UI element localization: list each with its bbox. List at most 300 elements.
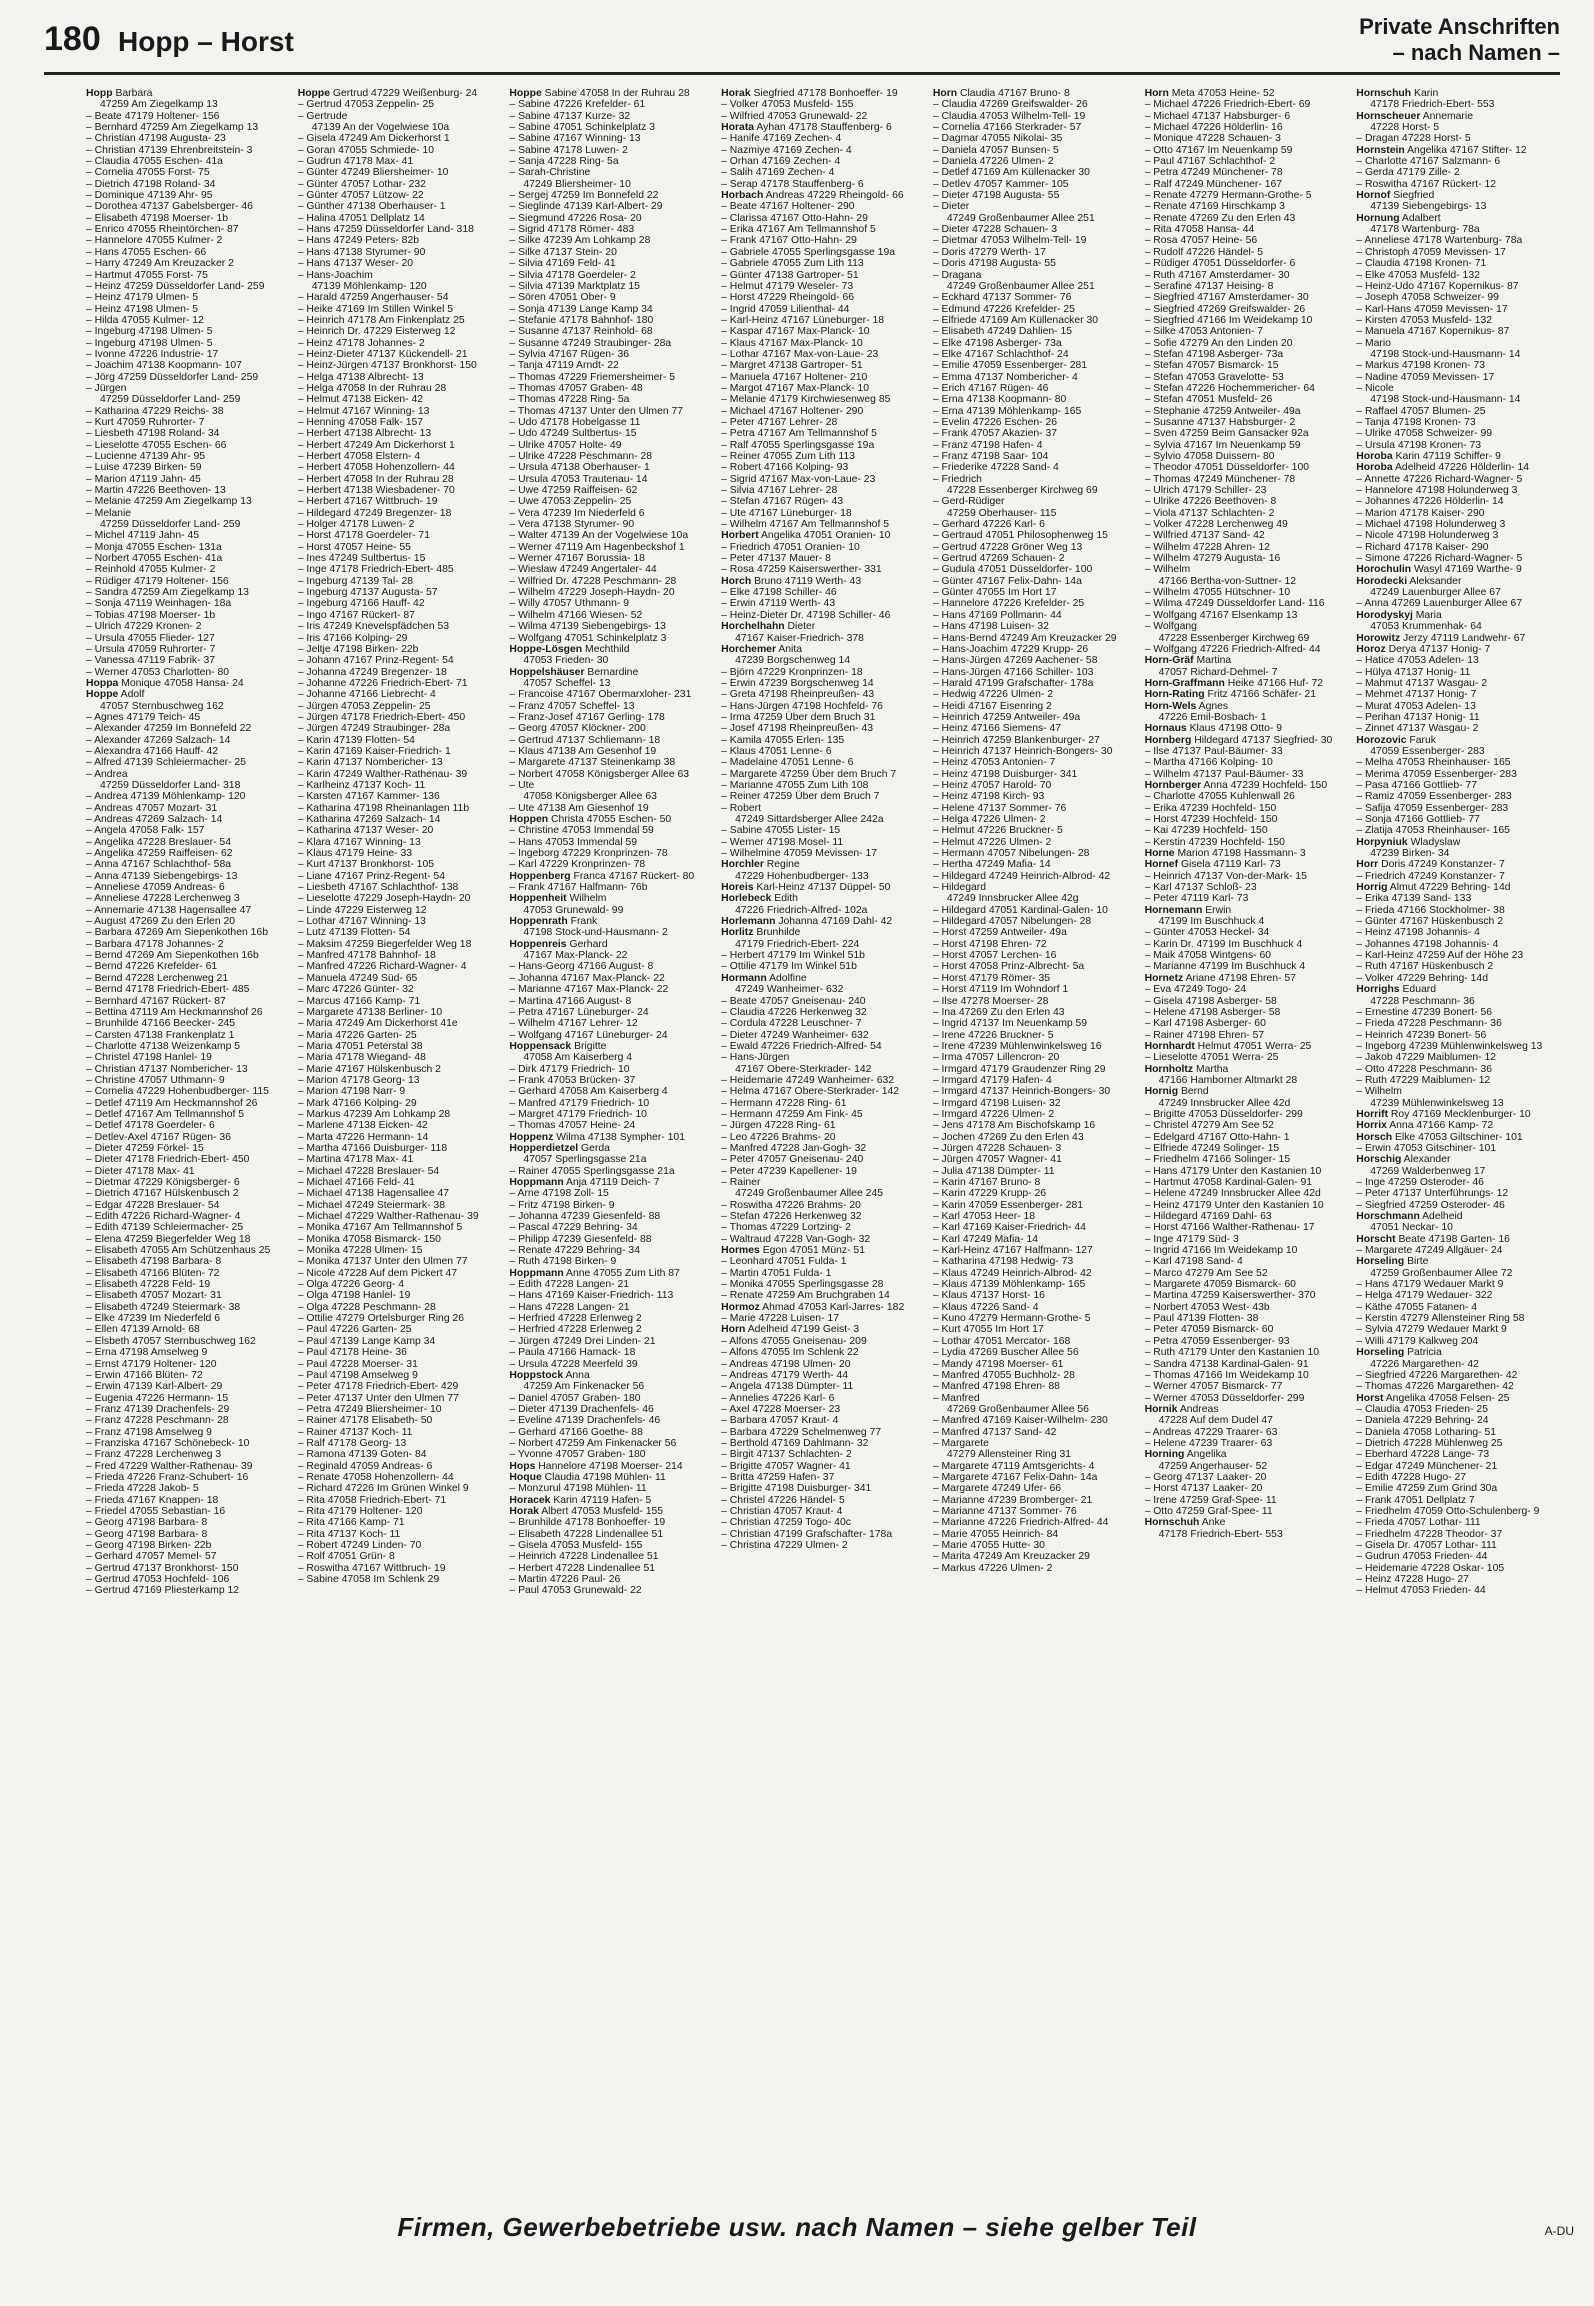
directory-entry (1145, 1483, 1351, 1494)
directory-entry (509, 1166, 715, 1177)
entry-text: – Siegfried 47269 Greifswalder- 26 (1144, 303, 1306, 315)
entry-text: – Hans 47228 Langen- 21 (509, 1301, 630, 1313)
directory-entry (298, 1222, 504, 1233)
entry-text: Angelika 47167 Stifter- 12 (1407, 144, 1527, 156)
entry-text: – Udo 47178 Hobelgasse 11 (509, 416, 641, 428)
entry-text: – Thomas 47137 Unter den Ulmen 77 (509, 405, 684, 417)
entry-text: – Wilhelm 47167 Lehrer- 12 (509, 1018, 638, 1030)
directory-entry (509, 1336, 715, 1347)
directory-entry (86, 1393, 292, 1404)
entry-surname: Hoppa (86, 677, 119, 689)
directory-entry (1356, 564, 1562, 575)
directory-entry (1145, 1256, 1351, 1267)
directory-entry (721, 1279, 927, 1290)
entry-text: – Kerstin 47279 Allensteiner Ring 58 (1356, 1313, 1525, 1325)
directory-entry (298, 950, 504, 961)
directory-entry (721, 1143, 927, 1154)
entry-text: – Dietmar 47229 Königsberger- 6 (86, 1177, 240, 1188)
directory-entry (298, 1290, 504, 1301)
directory-entry (1356, 1517, 1562, 1528)
entry-text: – Irma 47259 Über dem Bruch 31 (721, 711, 876, 723)
directory-entry (721, 474, 927, 485)
entry-text: – August 47269 Zu den Erlen 20 (86, 916, 236, 928)
entry-text: – Marie 47055 Heinrich- 84 (932, 1528, 1059, 1540)
entry-text: – Manfred (932, 1392, 980, 1404)
entry-text: – Dieter 47249 Wanheimer- 632 (721, 1029, 869, 1041)
entry-text: Wladyslaw (1410, 836, 1461, 848)
directory-entry (509, 462, 715, 473)
directory-entry (298, 973, 504, 984)
entry-surname: Horacek (509, 1494, 551, 1506)
directory-entry (1356, 1359, 1562, 1370)
entry-text: – Jürgen 47228 Schauen- 3 (932, 1142, 1062, 1154)
entry-text: – Brunhilde 47166 Beecker- 245 (86, 1018, 236, 1030)
entry-text: – Otto 47167 Im Neuenkamp 59 (1144, 144, 1293, 156)
directory-entry (1145, 1472, 1351, 1483)
entry-text: – Dieter 47259 Förkel- 15 (86, 1142, 204, 1154)
directory-entry (1356, 825, 1562, 836)
directory-entry (1356, 1188, 1562, 1199)
entry-text: – Dieter 47178 Max- 41 (86, 1165, 195, 1177)
entry-text: – Erna 47138 Koopmann- 80 (932, 394, 1067, 406)
entry-text: – Lieselotte 47055 Eschen- 66 (86, 439, 227, 451)
directory-entry (1356, 689, 1562, 700)
entry-text: – Gerhard 47058 Am Kaiserberg 4 (509, 1086, 668, 1098)
entry-text: – Britta 47259 Hafen- 37 (721, 1471, 835, 1483)
entry-text: – Elisabeth 47055 Am Schützenhaus 25 (86, 1245, 271, 1257)
entry-text: – Katharina 47229 Reichs- 38 (86, 405, 224, 417)
directory-entry (933, 406, 1139, 417)
entry-text: Andreas 47229 Rheingold- 66 (765, 190, 904, 202)
directory-entry (1145, 893, 1351, 904)
entry-text: 47058 Am Kaiserberg 4 (523, 1052, 633, 1064)
entry-text: – Reinhold 47055 Kulmer- 2 (86, 564, 216, 576)
entry-text: – Paula 47166 Hamack- 18 (509, 1347, 636, 1359)
directory-entry (933, 893, 1139, 904)
directory-entry (1356, 859, 1562, 870)
entry-text: – Wilfried 47053 Grunewald- 22 (721, 110, 868, 122)
directory-entry (298, 99, 504, 110)
entry-text: Martina (1196, 655, 1232, 667)
directory-entry (298, 508, 504, 519)
entry-text: – Willi 47179 Kalkweg 204 (1356, 1335, 1479, 1347)
directory-entry (298, 1030, 504, 1041)
directory-entry (721, 304, 927, 315)
directory-entry (509, 1041, 715, 1052)
directory-entry (1145, 882, 1351, 893)
directory-entry (86, 825, 292, 836)
directory-entry (721, 598, 927, 609)
entry-text: – Liesbeth 47198 Roland- 34 (86, 428, 220, 440)
directory-entry (298, 485, 504, 496)
entry-text: – Georg 47198 Barbara- 8 (86, 1517, 208, 1529)
directory-entry (509, 1245, 715, 1256)
entry-text: – Lothar 47167 Max-von-Laue- 23 (721, 348, 879, 360)
entry-text: – Hans 47138 Styrumer- 90 (297, 246, 426, 258)
entry-text: – Irmgard 47137 Heinrich-Bongers- 30 (932, 1086, 1111, 1098)
entry-text: – Peter 47137 Unter den Ulmen 77 (297, 1392, 459, 1404)
entry-text: – Elke 47167 Schlachthof- 24 (932, 348, 1069, 360)
directory-entry (933, 961, 1139, 972)
entry-text: – Günther 47138 Oberhauser- 1 (297, 201, 446, 213)
entry-text: – Herbert 47138 Albrecht- 13 (297, 428, 432, 440)
directory-entry (1356, 848, 1562, 859)
entry-text: – Andreas 47269 Salzach- 14 (86, 814, 223, 825)
directory-entry (86, 723, 292, 734)
directory-entry (1145, 111, 1351, 122)
directory-entry (509, 587, 715, 598)
header-rule (44, 72, 1560, 75)
directory-entry (1356, 485, 1562, 496)
directory-entry (933, 1415, 1139, 1426)
entry-text: – Rosa 47057 Heine- 56 (1144, 235, 1258, 247)
directory-entry (933, 1075, 1139, 1086)
entry-text: – Viola 47137 Schlachten- 2 (1144, 507, 1275, 519)
entry-text: 47249 Großenbaumer Allee 251 (946, 280, 1095, 292)
directory-entry (298, 417, 504, 428)
directory-entry (509, 496, 715, 507)
directory-entry (1356, 542, 1562, 553)
entry-text: – Yvonne 47057 Graben- 180 (509, 1449, 646, 1461)
entry-text: Anna 47239 Hochfeld- 150 (1203, 779, 1328, 791)
directory-entry (298, 133, 504, 144)
entry-text: – Franz 47139 Drachenfels- 29 (86, 1403, 230, 1415)
entry-surname: Horn-Wels (1144, 700, 1197, 712)
entry-text: 47178 Wartenburg- 78a (1370, 224, 1480, 236)
directory-entry (1356, 201, 1562, 212)
directory-entry (721, 167, 927, 178)
directory-entry (1145, 814, 1351, 825)
entry-text: – Karin 47169 Kaiser-Friedrich- 1 (297, 745, 451, 757)
entry-text: – Eckhard 47137 Sommer- 76 (932, 292, 1072, 304)
directory-entry (1356, 553, 1562, 564)
entry-text: – Werner 47198 Mosel- 11 (721, 836, 844, 848)
directory-entry (1356, 417, 1562, 428)
entry-text: – Thomas 47229 Lortzing- 2 (721, 1222, 851, 1234)
footer-note: Firmen, Gewerbebetriebe usw. nach Namen – siehe gelber Teil (397, 2212, 1197, 2242)
entry-text: – Sven 47259 Beim Gansacker 92a (1144, 428, 1309, 440)
entry-text: 47228 Peschmann- 36 (1370, 995, 1475, 1007)
entry-text: – Dietrich 47167 Hülskenbusch 2 (86, 1188, 239, 1200)
entry-surname: Hoppmann (509, 1267, 564, 1279)
entry-text: – Klaus 47051 Lenne- 6 (721, 745, 832, 757)
directory-entry (298, 394, 504, 405)
directory-entry (1356, 326, 1562, 337)
entry-text: – Christian 47057 Kraut- 4 (721, 1505, 843, 1517)
directory-entry (721, 99, 927, 110)
entry-text: – Arne 47198 Zoll- 15 (509, 1188, 609, 1200)
entry-text: Gisela 47119 Karl- 73 (1180, 859, 1281, 871)
entry-surname: Horak (721, 88, 751, 99)
entry-text: – Heinz 47198 Duisburger- 341 (932, 768, 1078, 780)
directory-entry (1145, 156, 1351, 167)
entry-text: – Luise 47239 Birken- 59 (86, 462, 202, 474)
entry-text: – Dorothea 47137 Gabelsberger- 46 (86, 201, 253, 213)
directory-entry (86, 224, 292, 235)
entry-text: – Hans-Jürgen 47269 Aachener- 58 (932, 655, 1098, 667)
entry-text: – Barbara 47229 Schelmenweg 77 (721, 1426, 882, 1438)
entry-text: – Lieselotte 47229 Joseph-Haydn- 20 (297, 893, 471, 905)
directory-entry (86, 179, 292, 190)
entry-text: – Volker 47228 Lerchenweg 49 (1144, 519, 1288, 531)
entry-text: – Sylvia 47167 Im Neuenkamp 59 (1144, 439, 1301, 451)
entry-text: – Joseph 47058 Schweizer- 99 (1356, 292, 1499, 304)
entry-text: – Zinnet 47137 Wasgau- 2 (1356, 723, 1479, 735)
directory-entry (1356, 621, 1562, 632)
entry-text: – Gabriele 47055 Sperlingsgasse 19a (721, 246, 896, 258)
directory-entry (721, 871, 927, 882)
entry-surname: Horne (1144, 848, 1175, 860)
directory-entry (1356, 1279, 1562, 1290)
entry-text: – Karin 47137 Nombericher- 13 (297, 757, 443, 769)
entry-text: – Josef 47198 Rheinpreußen- 43 (721, 723, 874, 735)
entry-text: – Ernestine 47239 Bonert- 56 (1356, 1006, 1493, 1018)
directory-entry (721, 564, 927, 575)
directory-entry (298, 598, 504, 609)
entry-text: – Heinz 47166 Siemens- 47 (932, 723, 1062, 735)
entry-text: – Silvia 47169 Feld- 41 (509, 258, 616, 270)
directory-entry (509, 825, 715, 836)
entry-text: – Rita 47058 Friedrich-Ebert- 71 (297, 1494, 447, 1506)
directory-entry (721, 496, 927, 507)
directory-entry (721, 757, 927, 768)
entry-text: – Gertrud 47137 Bronkhorst- 150 (86, 1562, 239, 1574)
directory-entry (933, 882, 1139, 893)
directory-entry (721, 1438, 927, 1449)
entry-text: – Erna 47198 Amselweg 9 (86, 1347, 208, 1359)
directory-entry (509, 485, 715, 496)
entry-text: – Hildegard 47169 Dahl- 63 (1144, 1211, 1272, 1223)
directory-entry (933, 440, 1139, 451)
directory-entry (1356, 587, 1562, 598)
entry-text: – Elfriede 47249 Solinger- 15 (1144, 1142, 1280, 1154)
directory-entry (1145, 1268, 1351, 1279)
entry-surname: Hornberger (1144, 779, 1202, 791)
entry-text: – Günter 47167 Hüskenbusch 2 (1356, 916, 1504, 928)
entry-text: – Martin 47226 Beethoven- 13 (86, 485, 226, 497)
directory-entry (1145, 1222, 1351, 1233)
entry-text: – Hans 47179 Wedauer Markt 9 (1356, 1279, 1504, 1291)
entry-text: – Heinz 47228 Hugo- 27 (1356, 1574, 1469, 1586)
entry-text: – Michael 47198 Holunderweg 3 (1356, 519, 1506, 531)
directory-entry (1356, 939, 1562, 950)
entry-text: – Elisabeth 47198 Moerser- 1b (86, 212, 229, 224)
entry-text: – Elke 47198 Schiller- 46 (721, 587, 837, 599)
entry-text: – Kurt 47055 Im Hort 17 (932, 1324, 1044, 1336)
entry-text: – Christel 47226 Händel- 5 (721, 1494, 845, 1506)
directory-entry (509, 530, 715, 541)
entry-text: – Georg 47057 Klöckner- 200 (509, 723, 646, 735)
directory-entry (298, 791, 504, 802)
directory-entry (1145, 961, 1351, 972)
directory-entry (721, 530, 927, 541)
entry-text: 47057 Sternbuschweg 162 (100, 700, 224, 712)
directory-entry (1356, 1551, 1562, 1562)
entry-text: – Eveline 47139 Drachenfels- 46 (509, 1415, 661, 1427)
entry-text: – Norbert 47058 Königsberger Allee 63 (509, 768, 690, 780)
entry-text: – Petra 47059 Essenberger- 93 (1144, 1335, 1290, 1347)
entry-text: – Rainer 47137 Koch- 11 (297, 1426, 413, 1438)
directory-entry (509, 1427, 715, 1438)
entry-text: – Jochen 47269 Zu den Erlen 43 (932, 1131, 1084, 1143)
directory-entry (721, 383, 927, 394)
directory-entry (721, 1359, 927, 1370)
entry-text: – Gertrud 47053 Zeppelin- 25 (297, 99, 435, 111)
directory-entry (509, 1404, 715, 1415)
directory-entry (1356, 950, 1562, 961)
directory-entry (933, 848, 1139, 859)
entry-text: – Elisabeth 47057 Mozart- 31 (86, 1290, 222, 1302)
directory-entry (1356, 1086, 1562, 1097)
directory-entry (509, 1211, 715, 1222)
directory-entry (86, 1483, 292, 1494)
entry-text: – Erna 47139 Möhlenkamp- 165 (932, 405, 1082, 417)
entry-text: – Hannelore 47055 Kulmer- 2 (86, 235, 223, 247)
directory-entry (1356, 905, 1562, 916)
entry-text: – Siegfried 47226 Margarethen- 42 (1356, 1369, 1518, 1381)
directory-column-1 (86, 88, 292, 2200)
directory-entry (933, 201, 1139, 212)
directory-entry (86, 769, 292, 780)
entry-text: – Manfred 47137 Sand- 42 (932, 1426, 1057, 1438)
directory-column-4 (721, 88, 927, 2200)
directory-entry (721, 1336, 927, 1347)
entry-text: – Melha 47053 Rheinhauser- 165 (1356, 757, 1511, 769)
entry-text: – Marion 47178 Kaiser- 290 (1356, 507, 1485, 519)
directory-entry (1356, 247, 1562, 258)
entry-text: – Jürgen 47178 Friedrich-Ebert- 450 (297, 711, 466, 723)
directory-entry (1145, 406, 1351, 417)
entry-text: Ahmad 47053 Karl-Jarres- 182 (762, 1301, 905, 1313)
directory-entry (1145, 99, 1351, 110)
directory-entry (721, 519, 927, 530)
entry-text: – Gisela Dr. 47057 Lothar- 111 (1356, 1540, 1497, 1551)
entry-text: – Maria 47226 Garten- 25 (297, 1029, 417, 1041)
entry-text: – Sandra 47138 Kardinal-Galen- 91 (1144, 1358, 1309, 1370)
entry-text: – Norbert 47055 Eschen- 41a (86, 553, 223, 565)
entry-text: – Wilma 47249 Düsseldorfer Land- 116 (1144, 598, 1325, 610)
entry-text: – Margarete 47138 Berliner- 10 (297, 1006, 443, 1018)
entry-surname: Horpyniuk (1356, 836, 1408, 848)
entry-text: – Dietrich 47228 Mühlenweg 25 (1356, 1437, 1503, 1449)
directory-entry (298, 712, 504, 723)
directory-entry (86, 1347, 292, 1358)
directory-entry (509, 1188, 715, 1199)
directory-entry (298, 746, 504, 757)
directory-entry (721, 973, 927, 984)
entry-text: – Lothar 47051 Mercator- 168 (932, 1335, 1071, 1347)
entry-text: – Sabine 47051 Schinkelplatz 3 (509, 122, 655, 134)
directory-entry (509, 508, 715, 519)
directory-entry (1145, 292, 1351, 303)
entry-text: – Stefan 47198 Asberger- 73a (1144, 348, 1284, 360)
directory-entry (1356, 1098, 1562, 1109)
directory-entry (298, 474, 504, 485)
directory-entry (1356, 270, 1562, 281)
entry-text: – Friedhelm 47228 Theodor- 37 (1356, 1528, 1503, 1540)
directory-entry (933, 927, 1139, 938)
entry-text: – Paul 47226 Garten- 25 (297, 1324, 412, 1336)
directory-entry (721, 270, 927, 281)
directory-entry (1145, 338, 1351, 349)
entry-text: 47167 Obere-Sterkrader- 142 (735, 1063, 872, 1075)
directory-entry (721, 1256, 927, 1267)
entry-text: – Monique 47228 Schauen- 3 (1144, 133, 1281, 145)
entry-text: – Christoph 47059 Mevissen- 17 (1356, 246, 1506, 258)
entry-text: – Karl 47198 Sand- 4 (1144, 1256, 1243, 1268)
directory-entry (1356, 1211, 1562, 1222)
directory-entry (933, 939, 1139, 950)
entry-text: – Irmgard 47226 Ulmen- 2 (932, 1108, 1055, 1120)
directory-entry (933, 1381, 1139, 1392)
entry-text: – Dieter 47178 Friedrich-Ebert- 450 (86, 1154, 250, 1166)
entry-text: – Dieter 47139 Drachenfels- 46 (509, 1403, 654, 1415)
directory-entry (933, 1188, 1139, 1199)
entry-surname: Hormes (721, 1245, 760, 1257)
directory-entry (1356, 496, 1562, 507)
entry-text: – Marcus 47166 Kamp- 71 (297, 995, 421, 1007)
directory-entry (1145, 372, 1351, 383)
directory-entry (1356, 893, 1562, 904)
entry-surname: Horrighs (1356, 984, 1400, 996)
directory-entry (1145, 88, 1351, 99)
entry-text: – Helga 47226 Ulmen- 2 (932, 814, 1046, 825)
entry-text: 47198 Stock-und-Hausmann- 14 (1370, 348, 1521, 360)
directory-entry (298, 939, 504, 950)
directory-entry (1145, 564, 1351, 575)
directory-entry (509, 814, 715, 825)
entry-text: – Dirk 47179 Friedrich- 10 (509, 1063, 630, 1075)
directory-entry (298, 1347, 504, 1358)
entry-text: – Hildegard 47057 Nibelungen- 28 (932, 916, 1092, 928)
directory-entry (1145, 1211, 1351, 1222)
directory-entry (509, 360, 715, 371)
directory-entry (86, 1585, 292, 1596)
directory-entry (509, 1154, 715, 1165)
entry-text: – Hildegard 47249 Bregenzer- 18 (297, 507, 452, 519)
directory-entry (721, 1483, 927, 1494)
entry-text: – Pascal 47229 Behring- 34 (509, 1222, 638, 1234)
entry-text: – Elisabeth 47249 Steiermark- 38 (86, 1301, 241, 1313)
entry-text: – Hans 47169 Kaiser-Friedrich- 113 (509, 1290, 674, 1302)
directory-entry (933, 1427, 1139, 1438)
directory-entry (509, 1030, 715, 1041)
directory-entry (86, 576, 292, 587)
directory-entry (86, 746, 292, 757)
directory-entry (86, 996, 292, 1007)
entry-text: – Herbert 47058 Elstern- 4 (297, 451, 421, 462)
directory-entry (298, 1018, 504, 1029)
entry-text: – Brigitte 47198 Duisburger- 341 (721, 1483, 872, 1495)
directory-entry (933, 372, 1139, 383)
entry-text: – Margarete (932, 1437, 989, 1449)
entry-text: – Wilfried Dr. 47228 Peschmann- 28 (509, 575, 677, 587)
directory-entry (933, 258, 1139, 269)
directory-entry (298, 304, 504, 315)
directory-entry (86, 973, 292, 984)
entry-text: – Michael 47228 Breslauer- 54 (297, 1165, 440, 1177)
directory-entry (86, 1086, 292, 1097)
directory-entry (721, 1120, 927, 1131)
directory-entry (721, 1393, 927, 1404)
directory-entry (298, 1188, 504, 1199)
directory-entry (721, 1188, 927, 1199)
entry-text: – Sofie 47279 An den Linden 20 (1144, 337, 1293, 349)
entry-text: – Sören 47051 Ober- 9 (509, 292, 616, 304)
entry-text: – Lothar 47167 Winning- 13 (297, 916, 426, 928)
directory-entry (1145, 1529, 1351, 1540)
directory-entry (933, 156, 1139, 167)
